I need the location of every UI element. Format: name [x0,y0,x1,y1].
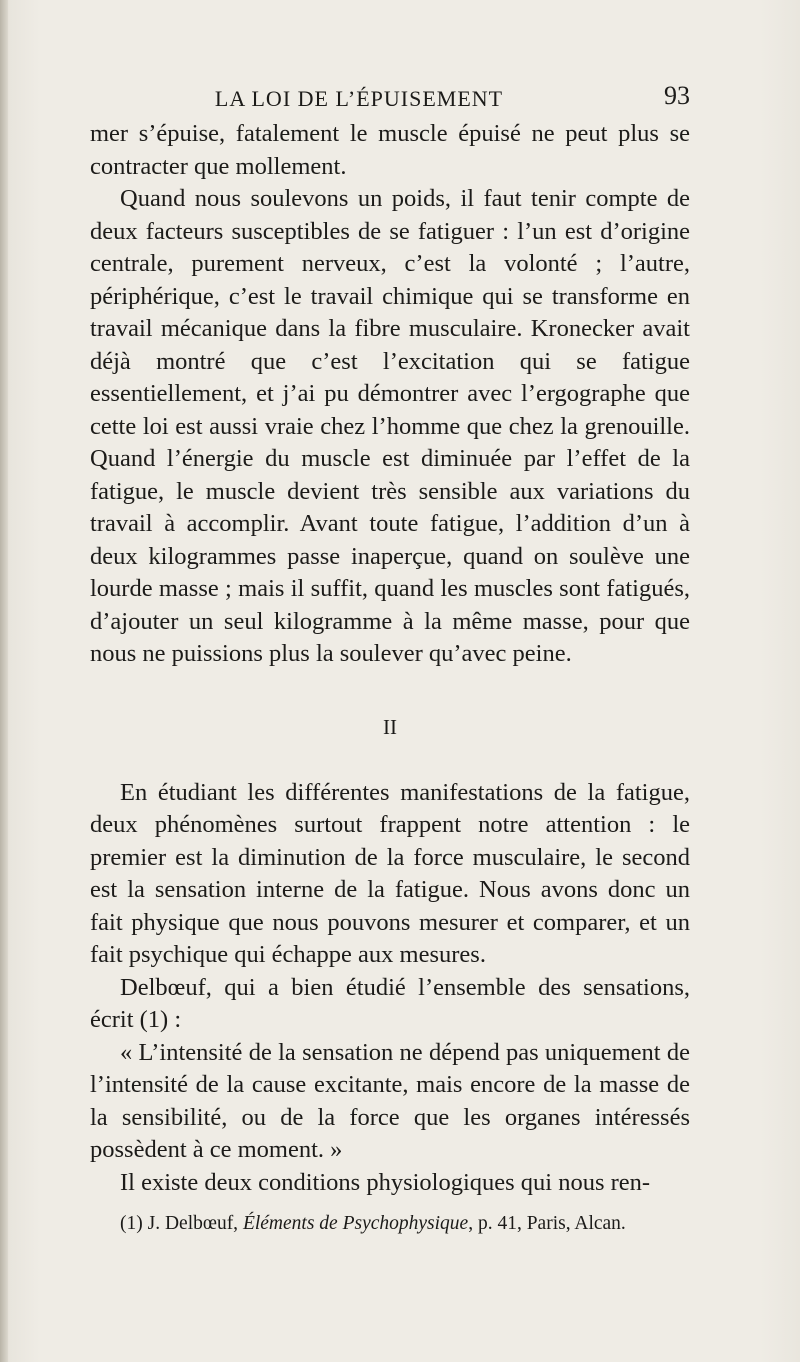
paragraph-continuation: mer s’épuise, fatalement le muscle épuisé ne peut plus se contracter que mollement. [90,120,690,180]
running-title: LA LOI DE L’ÉPUISEMENT [214,86,504,111]
paragraph-fatigue-manifestations: En étudiant les différentes manifestations de la fatigue, deux phénomènes surtout frappent notre attention : le premier est la diminution de la force musculaire, le second est la sensation interne de la fatigue. Nous avons donc un fait physique que nous pouvons mesurer et comparer, et un fait psychique qui échappe aux mesures. [90,778,690,968]
text-block [90,118,690,1237]
footnote-details: , p. 41, Paris, Alcan. [468,1213,626,1234]
paragraph-muscle-factors: Quand nous soulevons un poids, il faut tenir compte de deux facteurs susceptibles de se fatiguer : l’un est d’origine centrale, purement nerveux, c’est la volonté ; l’autre, périphérique, c’est le travail chimique qui se transforme en travail mécanique dans la fibre musculaire. Kronecker avait déjà montré que c’est l’excitation qui se fatigue essentiellement, et j’ai pu démontrer avec l’ergographe que cette loi est aussi vraie chez l’homme que chez la grenouille. Quand l’énergie du muscle est diminuée par l’effet de la fatigue, le muscle devient très sensible aux variations du travail à accomplir. Avant toute fatigue, l’addition d’un à deux kilogrammes passe inaperçue, quand on soulève une lourde masse ; mais il suffit, quand les muscles sont fatigués, d’ajouter un seul kilogramme à la même masse, pour que nous ne puissions plus la soulever qu’avec peine. [90,185,690,667]
binding-edge [0,0,8,1362]
page-number: 93 [664,81,690,110]
quotation: « L’intensité de la sensation ne dépend pas uniquement de l’intensité de la cause excitante, mais encore de la masse de la sensibilité, ou de la force que les organes intéressés possèdent à ce moment. » [90,1038,690,1163]
footnote [90,1211,690,1237]
section-number: II [383,714,397,739]
paragraph-delboeuf: Delbœuf, qui a bien étudié l’ensemble des sensations, écrit (1) : [90,973,690,1033]
paragraph-conditions: Il existe deux conditions physiologiques qui nous ren- [120,1168,651,1196]
footnote-title: Éléments de Psychophysique [242,1213,469,1234]
footnote-author: (1) J. Delbœuf, [120,1213,243,1234]
